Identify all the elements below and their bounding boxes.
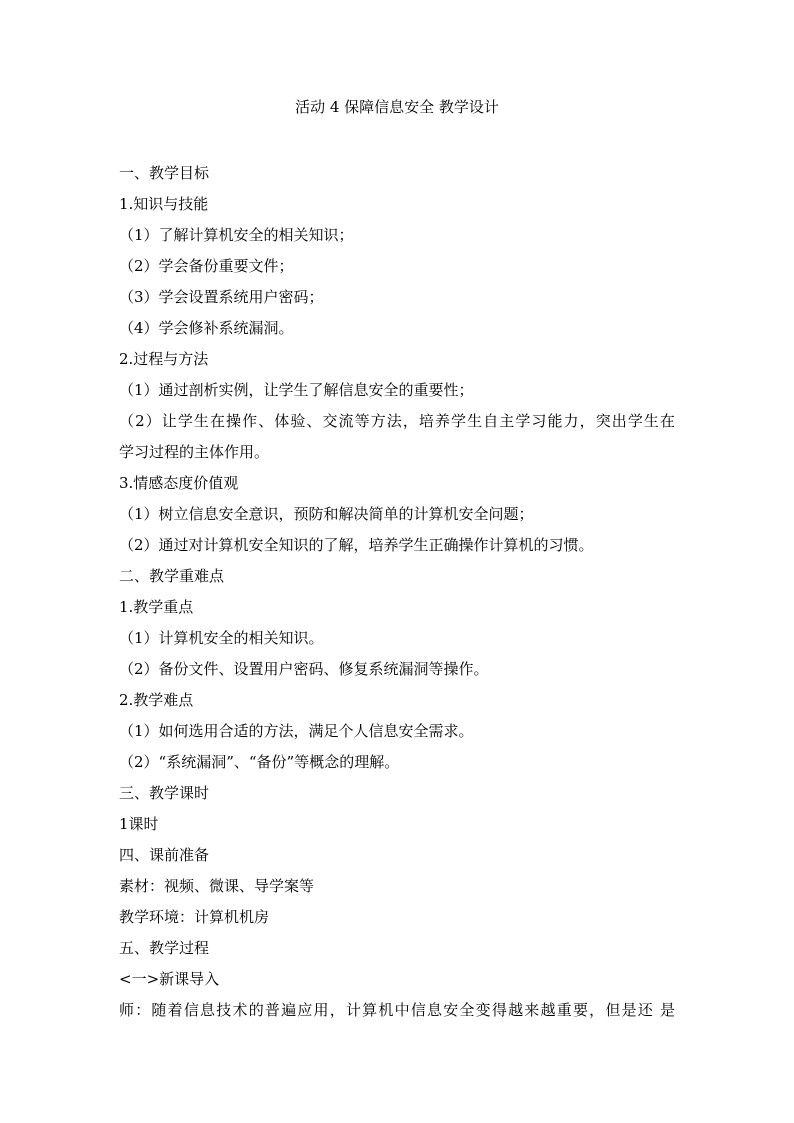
list-item-continuation: 学习过程的主体作用。 bbox=[119, 443, 270, 461]
list-item: （2）备份文件、设置用户密码、修复系统漏洞等操作。 bbox=[119, 660, 489, 678]
subheading-knowledge-skills: 1.知识与技能 bbox=[119, 195, 209, 213]
list-item: （1）如何选用合适的方法，满足个人信息安全需求。 bbox=[119, 722, 474, 740]
materials-line: 素材：视频、微课、导学案等 bbox=[119, 877, 315, 895]
list-item: （1）树立信息安全意识，预防和解决简单的计算机安全问题； bbox=[119, 505, 534, 523]
paragraph-line: 师：随着信息技术的普遍应用，计算机中信息安全变得越来越重要，但是还 是 bbox=[119, 1001, 675, 1019]
environment-line: 教学环境：计算机机房 bbox=[119, 908, 270, 926]
subheading-process-methods: 2.过程与方法 bbox=[119, 350, 209, 368]
list-item: （2）学会备份重要文件； bbox=[119, 257, 294, 275]
section-heading-class-hours: 三、教学课时 bbox=[119, 784, 210, 802]
section-heading-key-difficult-points: 二、教学重难点 bbox=[119, 567, 225, 585]
section-heading-objectives: 一、教学目标 bbox=[119, 164, 210, 182]
subheading-attitudes-values: 3.情感态度价值观 bbox=[119, 474, 239, 492]
class-hours-value: 1课时 bbox=[119, 815, 159, 833]
section-heading-process: 五、教学过程 bbox=[119, 939, 210, 957]
subheading-introduction: <一>新课导入 bbox=[119, 970, 220, 988]
section-heading-preparation: 四、课前准备 bbox=[119, 846, 210, 864]
subheading-key-points: 1.教学重点 bbox=[119, 598, 194, 616]
list-item: （2）“系统漏洞”、“备份”等概念的理解。 bbox=[119, 753, 400, 771]
list-item: （4）学会修补系统漏洞。 bbox=[119, 319, 294, 337]
list-item: （1）通过剖析实例，让学生了解信息安全的重要性； bbox=[119, 381, 474, 399]
list-item: （1）计算机安全的相关知识。 bbox=[119, 629, 324, 647]
list-item: （2）让学生在操作、体验、交流等方法，培养学生自主学习能力，突出学生在 bbox=[119, 412, 675, 430]
list-item: （3）学会设置系统用户密码； bbox=[119, 288, 324, 306]
list-item: （1）了解计算机安全的相关知识； bbox=[119, 226, 354, 244]
list-item: （2）通过对计算机安全知识的了解，培养学生正确操作计算机的习惯。 bbox=[119, 536, 594, 554]
document-title: 活动 4 保障信息安全 教学设计 bbox=[295, 98, 499, 116]
subheading-difficult-points: 2.教学难点 bbox=[119, 691, 194, 709]
document-body bbox=[119, 158, 675, 1026]
